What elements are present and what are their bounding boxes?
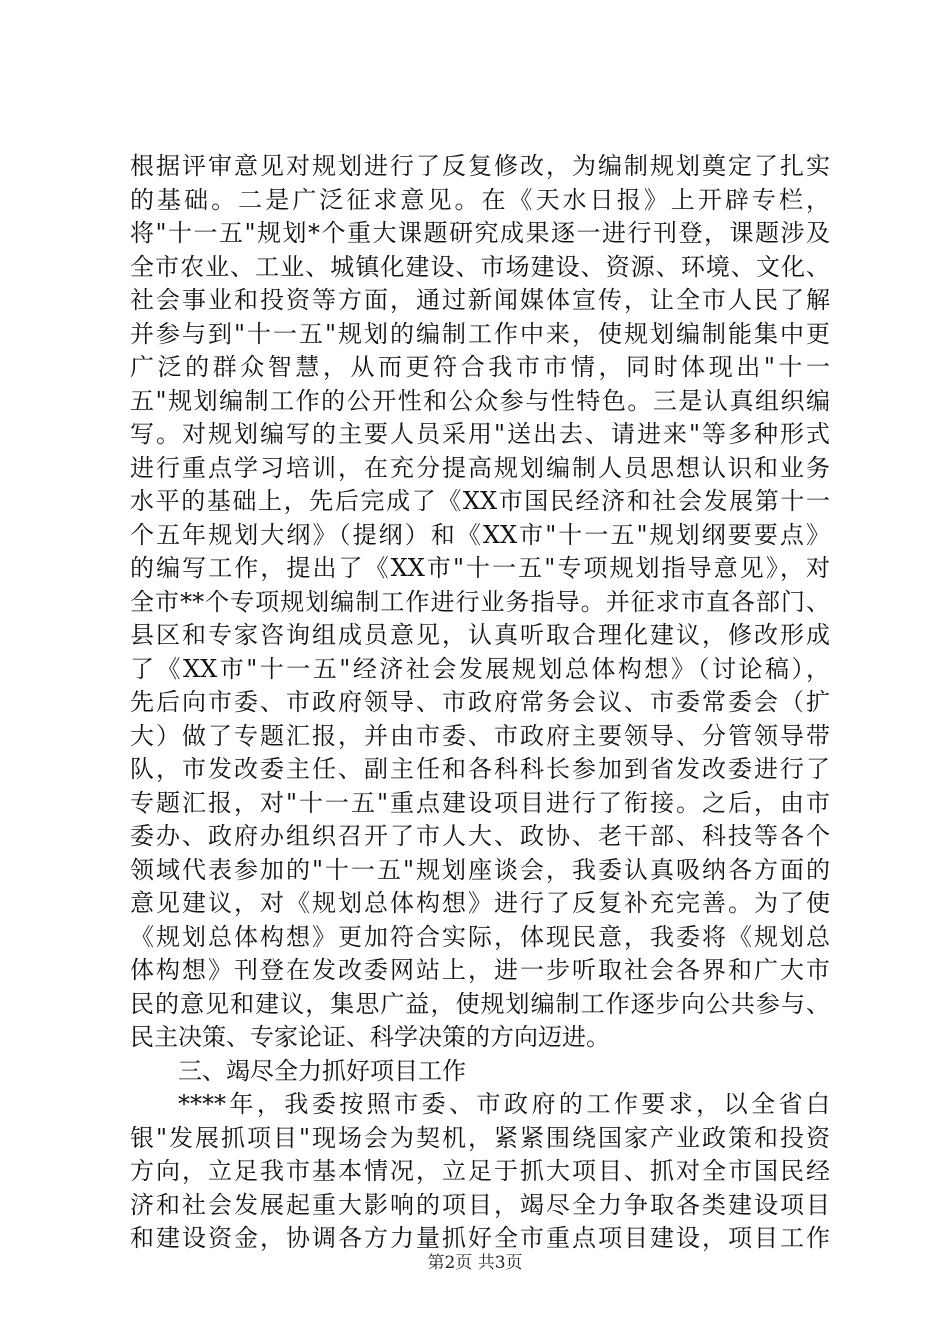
text-line: 进行重点学习培训，在充分提高规划编制人员思想认识和业务 [130,453,830,482]
text-line: 先后向市委、市政府领导、市政府常务会议、市委常委会（扩 [130,688,830,716]
document-body [130,150,830,1256]
text-line: 写。对规划编写的主要人员采用"送出去、请进来"等多种形式 [130,420,830,448]
text-line: 的编写工作，提出了《XX市"十一五"专项规划指导意见》，对 [130,554,830,582]
text-line: 和建设资金，协调各方力量抓好全市重点项目建设，项目工作 [130,1224,830,1252]
text-line: 全市**个专项规划编制工作进行业务指导。并征求市直各部门、 [130,587,830,616]
text-line: 了《XX市"十一五"经济社会发展规划总体构想》（讨论稿）， [130,654,830,683]
text-line: 委办、政府办组织召开了市人大、政协、老干部、科技等各个 [130,822,830,850]
text-line: 体构想》刊登在发改委网站上，进一步听取社会各界和广大市 [130,956,830,984]
text-line: 济和社会发展起重大影响的项目，竭尽全力争取各类建设项目 [130,1190,830,1219]
text-line: 社会事业和投资等方面，通过新闻媒体宣传，让全市人民了解 [130,286,830,314]
text-line: 五"规划编制工作的公开性和公众参与性特色。三是认真组织编 [130,386,830,415]
text-line: 民的意见和建议，集思广益，使规划编制工作逐步向公共参与、 [130,989,830,1018]
text-line: 领域代表参加的"十一五"规划座谈会，我委认真吸纳各方面的 [130,855,830,884]
text-line: 队，市发改委主任、副主任和各科科长参加到省发改委进行了 [130,755,830,783]
section-heading: 三、竭尽全力抓好项目工作 [178,1056,466,1085]
text-line: 并参与到"十一五"规划的编制工作中来，使规划编制能集中更 [130,319,830,348]
text-line: 《规划总体构想》更加符合实际，体现民意，我委将《规划总 [130,922,830,951]
text-line: 专题汇报，对"十一五"重点建设项目进行了衔接。之后，由市 [130,788,830,817]
text-line: 银"发展抓项目"现场会为契机，紧紧围绕国家产业政策和投资 [130,1123,830,1152]
text-line: 的基础。二是广泛征求意见。在《天水日报》上开辟专栏， [130,185,830,214]
text-line: 将"十一五"规划*个重大课题研究成果逐一进行刊登，课题涉及 [130,219,830,247]
text-line: ****年，我委按照市委、市政府的工作要求，以全省白 [178,1090,830,1118]
text-line: 意见建议，对《规划总体构想》进行了反复补充完善。为了使 [130,889,830,917]
text-line: 广泛的群众智慧，从而更符合我市市情，同时体现出"十一 [130,353,830,381]
text-line: 水平的基础上，先后完成了《XX市国民经济和社会发展第十一 [130,487,830,515]
text-line: 民主决策、专家论证、科学决策的方向迈进。 [130,1023,610,1051]
text-line: 方向，立足我市基本情况，立足于抓大项目、抓对全市国民经 [130,1157,830,1185]
page-number-footer: 第2页 共3页 [427,1253,523,1273]
text-line: 个五年规划大纲》（提纲）和《XX市"十一五"规划纲要要点》 [130,520,830,549]
text-line: 根据评审意见对规划进行了反复修改，为编制规划奠定了扎实 [130,152,830,180]
text-line: 县区和专家咨询组成员意见，认真听取合理化建议，修改形成 [130,621,830,649]
text-line: 大）做了专题汇报，并由市委、市政府主要领导、分管领导带 [130,721,830,750]
text-line: 全市农业、工业、城镇化建设、市场建设、资源、环境、文化、 [130,252,830,281]
